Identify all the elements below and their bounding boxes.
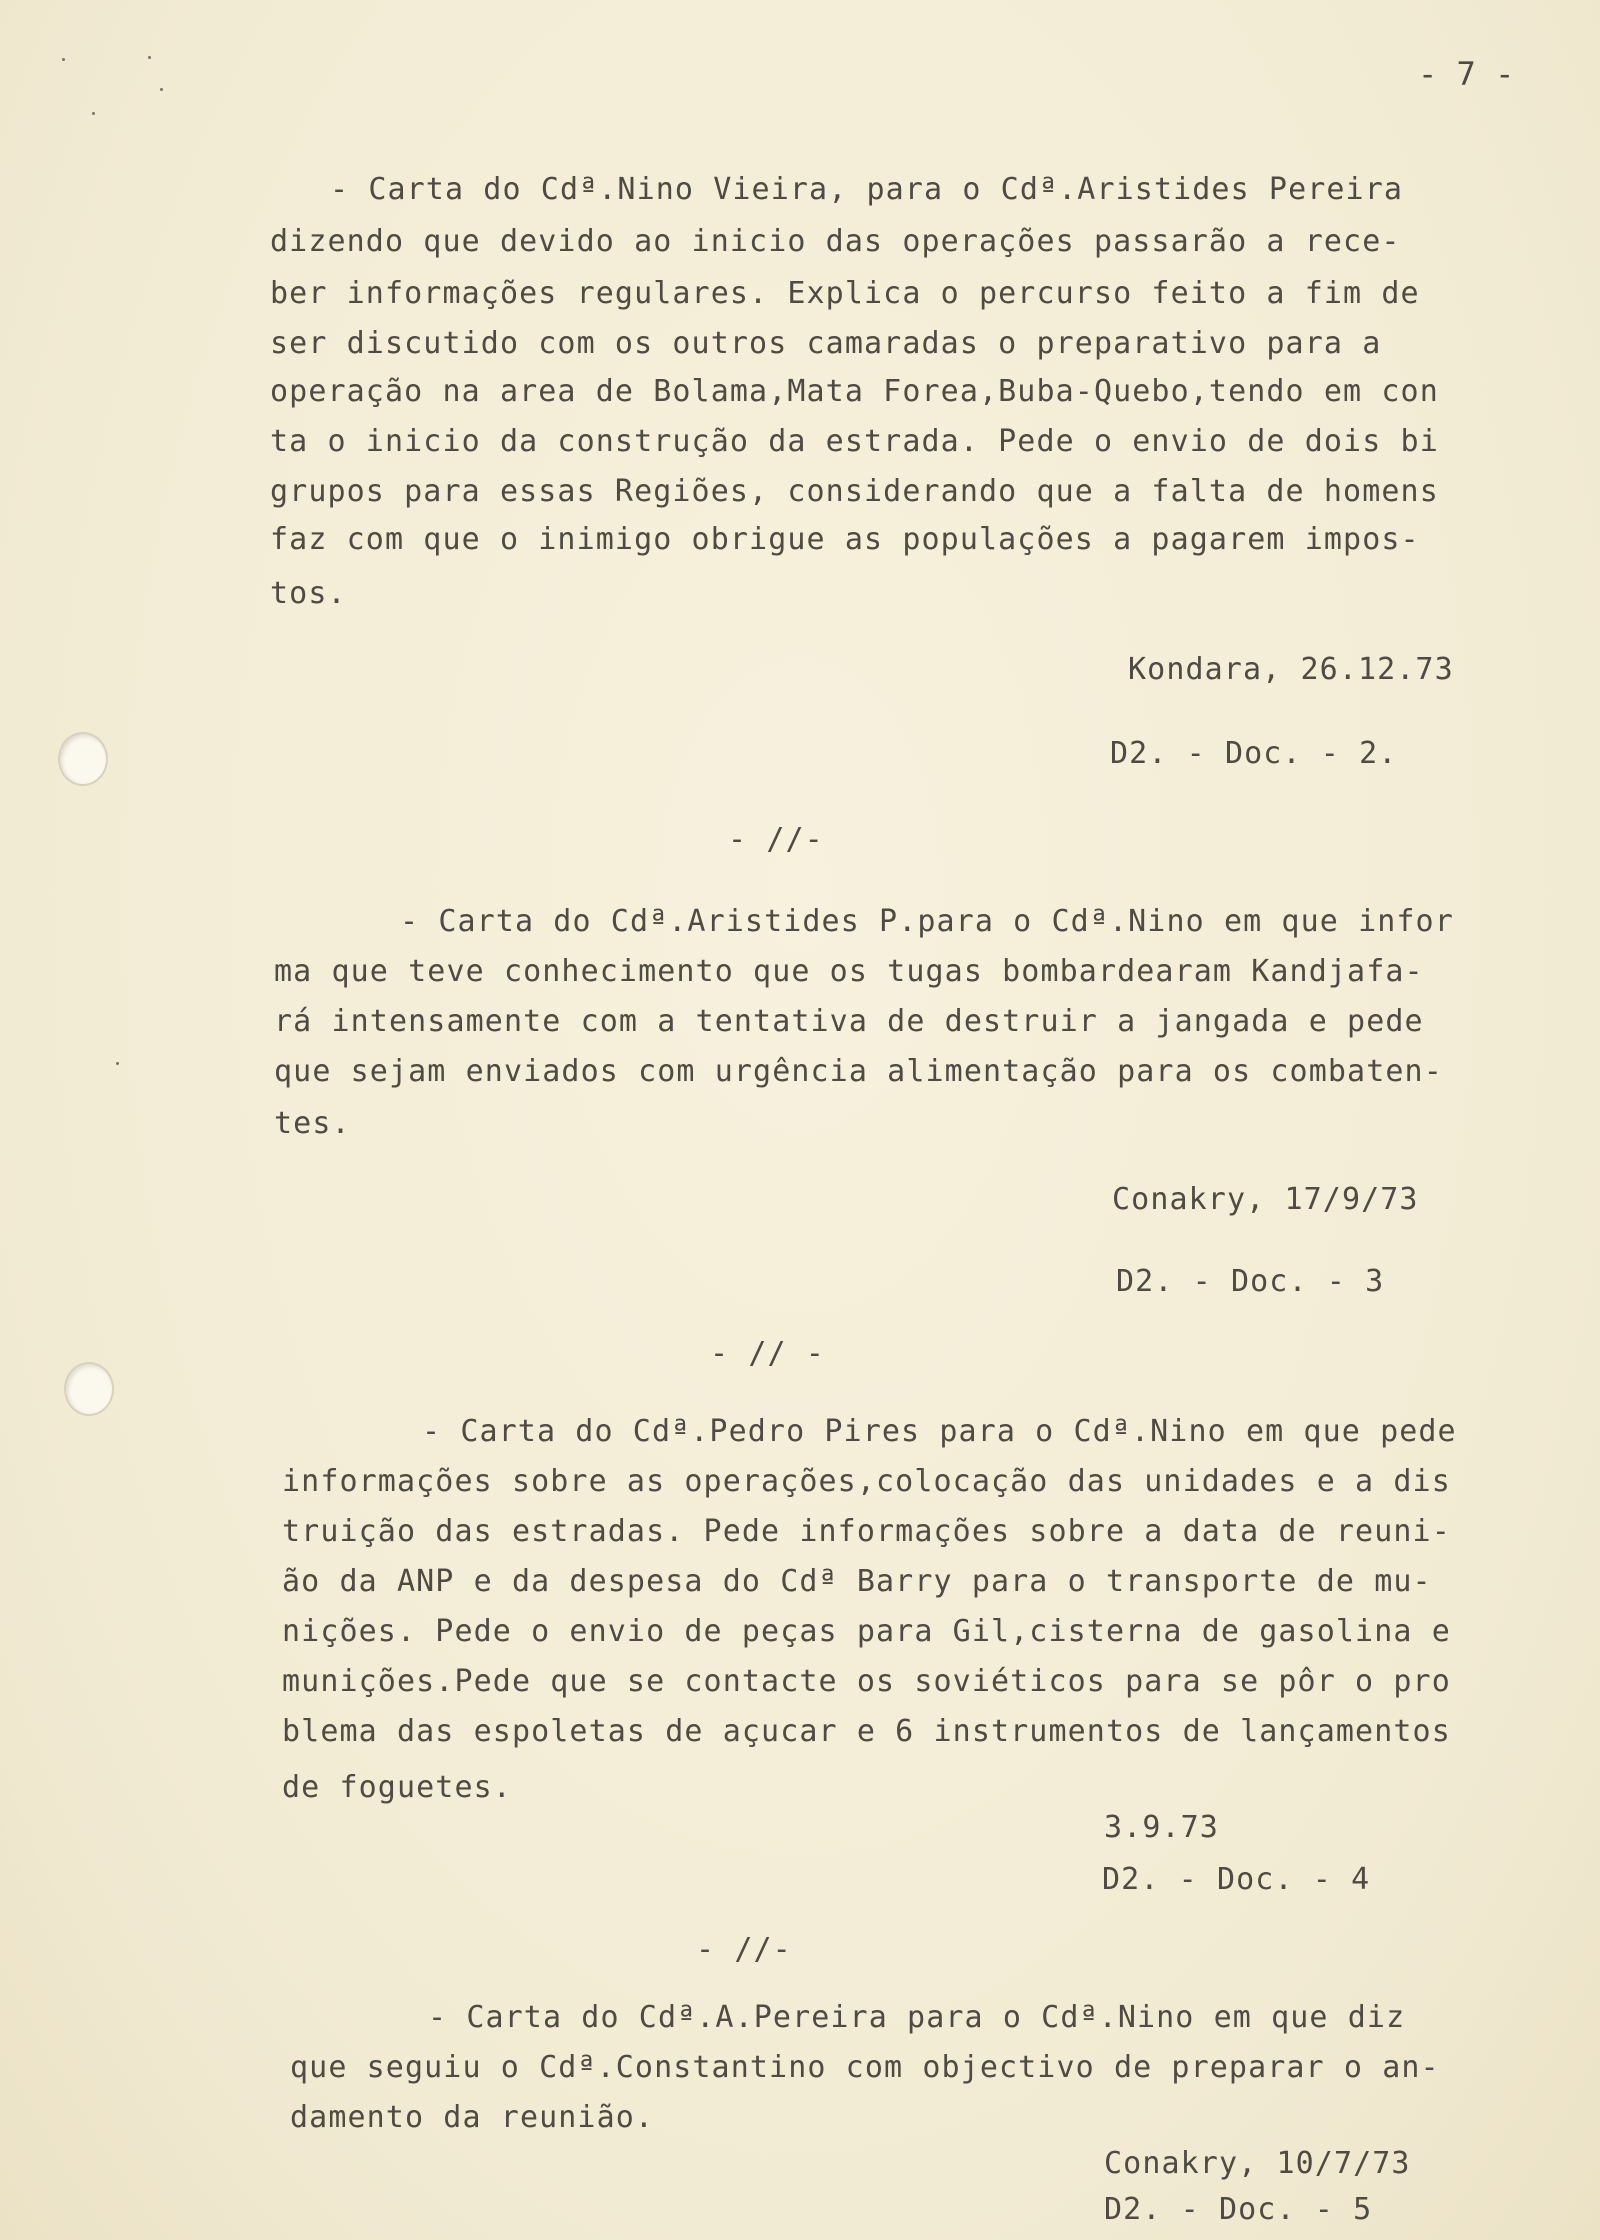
letter-1-line: tos.	[270, 576, 347, 611]
letter-2-line: que sejam enviados com urgência alimentação para os combaten-	[274, 1054, 1443, 1089]
punch-hole-bottom	[64, 1362, 114, 1416]
letter-1-line: - Carta do Cdª.Nino Vieira, para o Cdª.Aristides Pereira	[330, 172, 1404, 207]
letter-1-line: ber informações regulares. Explica o percurso feito a fim de	[270, 276, 1420, 311]
ink-speck	[116, 1062, 119, 1065]
ink-speck	[160, 88, 163, 91]
letter-1-line: ta o inicio da construção da estrada. Pede o envio de dois bi	[270, 424, 1439, 459]
letter-4-place-date: Conakry, 10/7/73	[1104, 2146, 1411, 2181]
letter-2-line: - Carta do Cdª.Aristides P.para o Cdª.Nino em que infor	[400, 904, 1454, 939]
letter-1-line: dizendo que devido ao inicio das operações passarão a rece-	[270, 224, 1401, 259]
letter-4-line: damento da reunião.	[290, 2100, 655, 2135]
letter-3-line: ão da ANP e da despesa do Cdª Barry para o transporte de mu-	[282, 1564, 1432, 1599]
letter-2-line: tes.	[274, 1106, 351, 1141]
separator: - //-	[728, 822, 824, 857]
letter-2-reference: D2. - Doc. - 3	[1116, 1264, 1385, 1299]
letter-2-line: rá intensamente com a tentativa de destruir a jangada e pede	[274, 1004, 1424, 1039]
letter-3-line: munições.Pede que se contacte os soviéticos para se pôr o pro	[282, 1664, 1451, 1699]
letter-1-line: grupos para essas Regiões, considerando que a falta de homens	[270, 474, 1439, 509]
ink-speck	[148, 56, 151, 59]
letter-2-place-date: Conakry, 17/9/73	[1112, 1182, 1419, 1217]
letter-3-line: truição das estradas. Pede informações sobre a data de reuni-	[282, 1514, 1451, 1549]
punch-hole-top	[58, 732, 108, 786]
separator: - //-	[696, 1932, 792, 1967]
ink-speck	[92, 112, 95, 115]
letter-3-place-date: 3.9.73	[1104, 1810, 1219, 1845]
letter-3-line: blema das espoletas de açucar e 6 instrumentos de lançamentos	[282, 1714, 1451, 1749]
letter-1-place-date: Kondara, 26.12.73	[1128, 652, 1454, 687]
letter-3-line: de foguetes.	[282, 1770, 512, 1805]
separator: - // -	[710, 1336, 825, 1371]
letter-1-reference: D2. - Doc. - 2.	[1110, 736, 1398, 771]
ink-speck	[62, 58, 65, 61]
letter-3-line: - Carta do Cdª.Pedro Pires para o Cdª.Nino em que pede	[422, 1414, 1457, 1449]
letter-1-line: operação na area de Bolama,Mata Forea,Buba-Quebo,tendo em con	[270, 374, 1439, 409]
letter-3-line: nições. Pede o envio de peças para Gil,cisterna de gasolina e	[282, 1614, 1451, 1649]
letter-2-line: ma que teve conhecimento que os tugas bombardearam Kandjafa-	[274, 954, 1424, 989]
page-number: - 7 -	[1418, 55, 1515, 93]
letter-3-reference: D2. - Doc. - 4	[1102, 1862, 1371, 1897]
letter-3-line: informações sobre as operações,colocação das unidades e a dis	[282, 1464, 1451, 1499]
letter-1-line: ser discutido com os outros camaradas o preparativo para a	[270, 326, 1382, 361]
letter-4-line: que seguiu o Cdª.Constantino com objectivo de preparar o an-	[290, 2050, 1440, 2085]
letter-4-line: - Carta do Cdª.A.Pereira para o Cdª.Nino em que diz	[428, 2000, 1406, 2035]
letter-4-reference: D2. - Doc. - 5	[1104, 2192, 1373, 2227]
letter-1-line: faz com que o inimigo obrigue as populações a pagarem impos-	[270, 522, 1420, 557]
